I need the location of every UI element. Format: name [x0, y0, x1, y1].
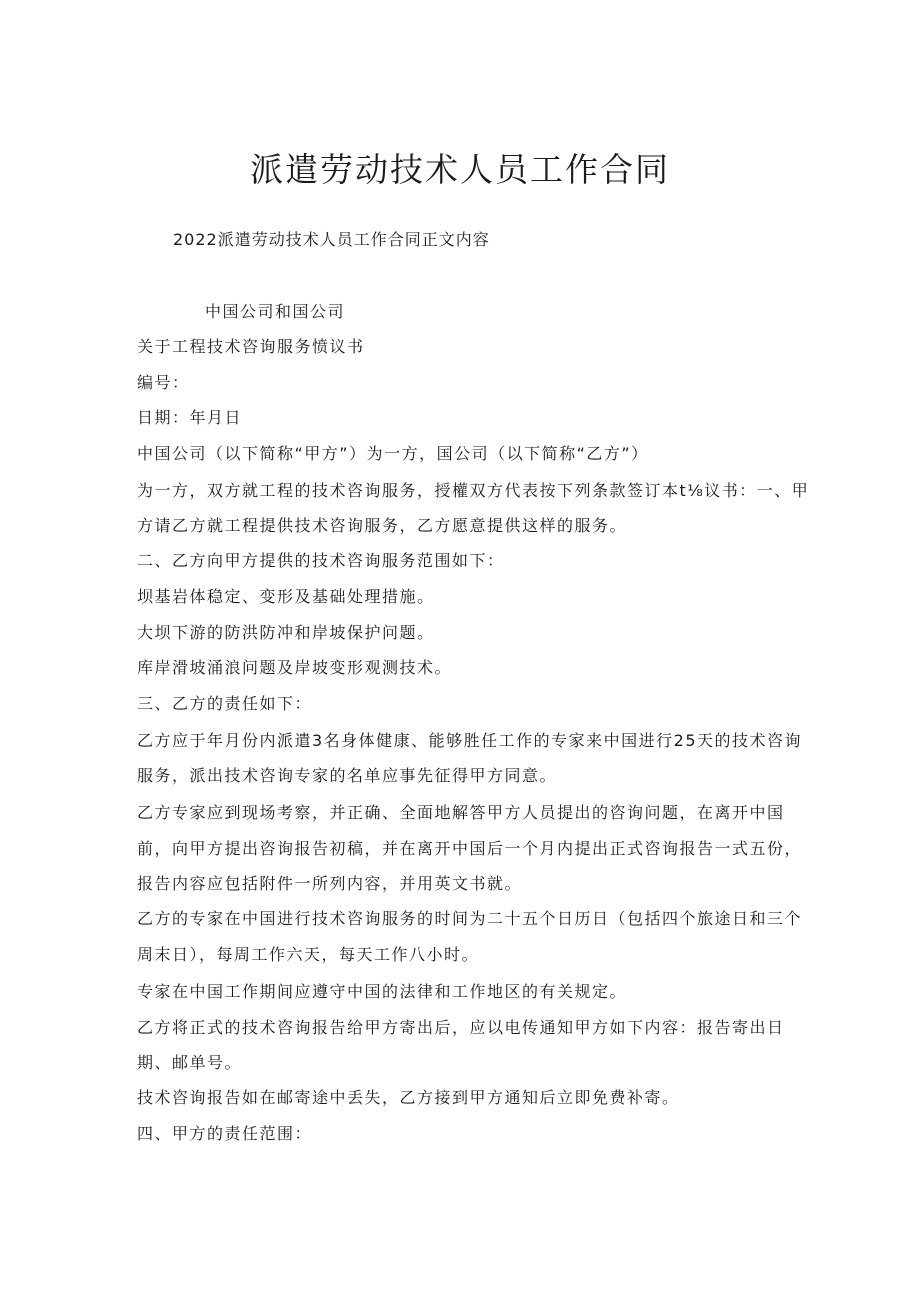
agreement-name: 关于工程技术咨询服务愤议书 [137, 337, 365, 356]
body-line: 周末日），每周工作六天，每天工作八小时。 [137, 945, 480, 964]
parties-heading: 中国公司和国公司 [205, 302, 346, 321]
document-subtitle: 2022派遣劳动技术人员工作合同正文内容 [173, 230, 490, 249]
body-line: 期、邮单号。 [137, 1053, 243, 1072]
body-line: 技术咨询报告如在邮寄途中丢失，乙方接到甲方通知后立即免费补寄。 [137, 1088, 680, 1107]
body-line: 乙方将正式的技术咨询报告给甲方寄出后，应以电传通知甲方如下内容：报告寄出日 [137, 1018, 785, 1037]
list-item: 库岸滑坡涌浪问题及岸坡变形观测技术。 [137, 658, 453, 677]
date-field: 日期：年月日 [137, 408, 243, 427]
section-heading: 三、乙方的责任如下： [137, 694, 313, 713]
body-line: 乙方的专家在中国进行技术咨询服务的时间为二十五个日历日（包括四个旅途日和三个 [137, 909, 803, 928]
body-line: 中国公司（以下简称“甲方”）为一方，国公司（以下简称“乙方”） [137, 444, 649, 463]
list-item: 大坝下游的防洪防冲和岸坡保护问题。 [137, 623, 435, 642]
body-line: 为一方，双方就工程的技术咨询服务，授權双方代表按下列条款签订本t⅛议书：一、甲 [137, 481, 810, 500]
section-heading: 四、甲方的责任范围： [137, 1124, 313, 1143]
body-line: 服务，派出技术咨询专家的名单应事先征得甲方同意。 [137, 766, 558, 785]
list-item: 坝基岩体稳定、变形及基础处理措施。 [137, 587, 435, 606]
body-line: 报告内容应包括附件一所列内容，并用英文书就。 [137, 874, 523, 893]
body-line: 前，向甲方提出咨询报告初稿，并在离开中国后一个月内提出正式咨询报告一式五份， [137, 839, 803, 858]
body-line: 乙方应于年月份内派遣3名身体健康、能够胜任工作的专家来中国进行25天的技术咨询 [137, 731, 803, 750]
document-title: 派遣劳动技术人员工作合同 [250, 150, 670, 189]
section-heading: 二、乙方向甲方提供的技术咨询服务范围如下： [137, 551, 505, 570]
number-field: 编号： [137, 373, 190, 392]
body-line: 专家在中国工作期间应遵守中国的法律和工作地区的有关规定。 [137, 982, 628, 1001]
body-line: 方请乙方就工程提供技术咨询服务，乙方愿意提供这样的服务。 [137, 516, 628, 535]
body-line: 乙方专家应到现场考察，并正确、全面地解答甲方人员提出的咨询问题，在离开中国 [137, 803, 785, 822]
